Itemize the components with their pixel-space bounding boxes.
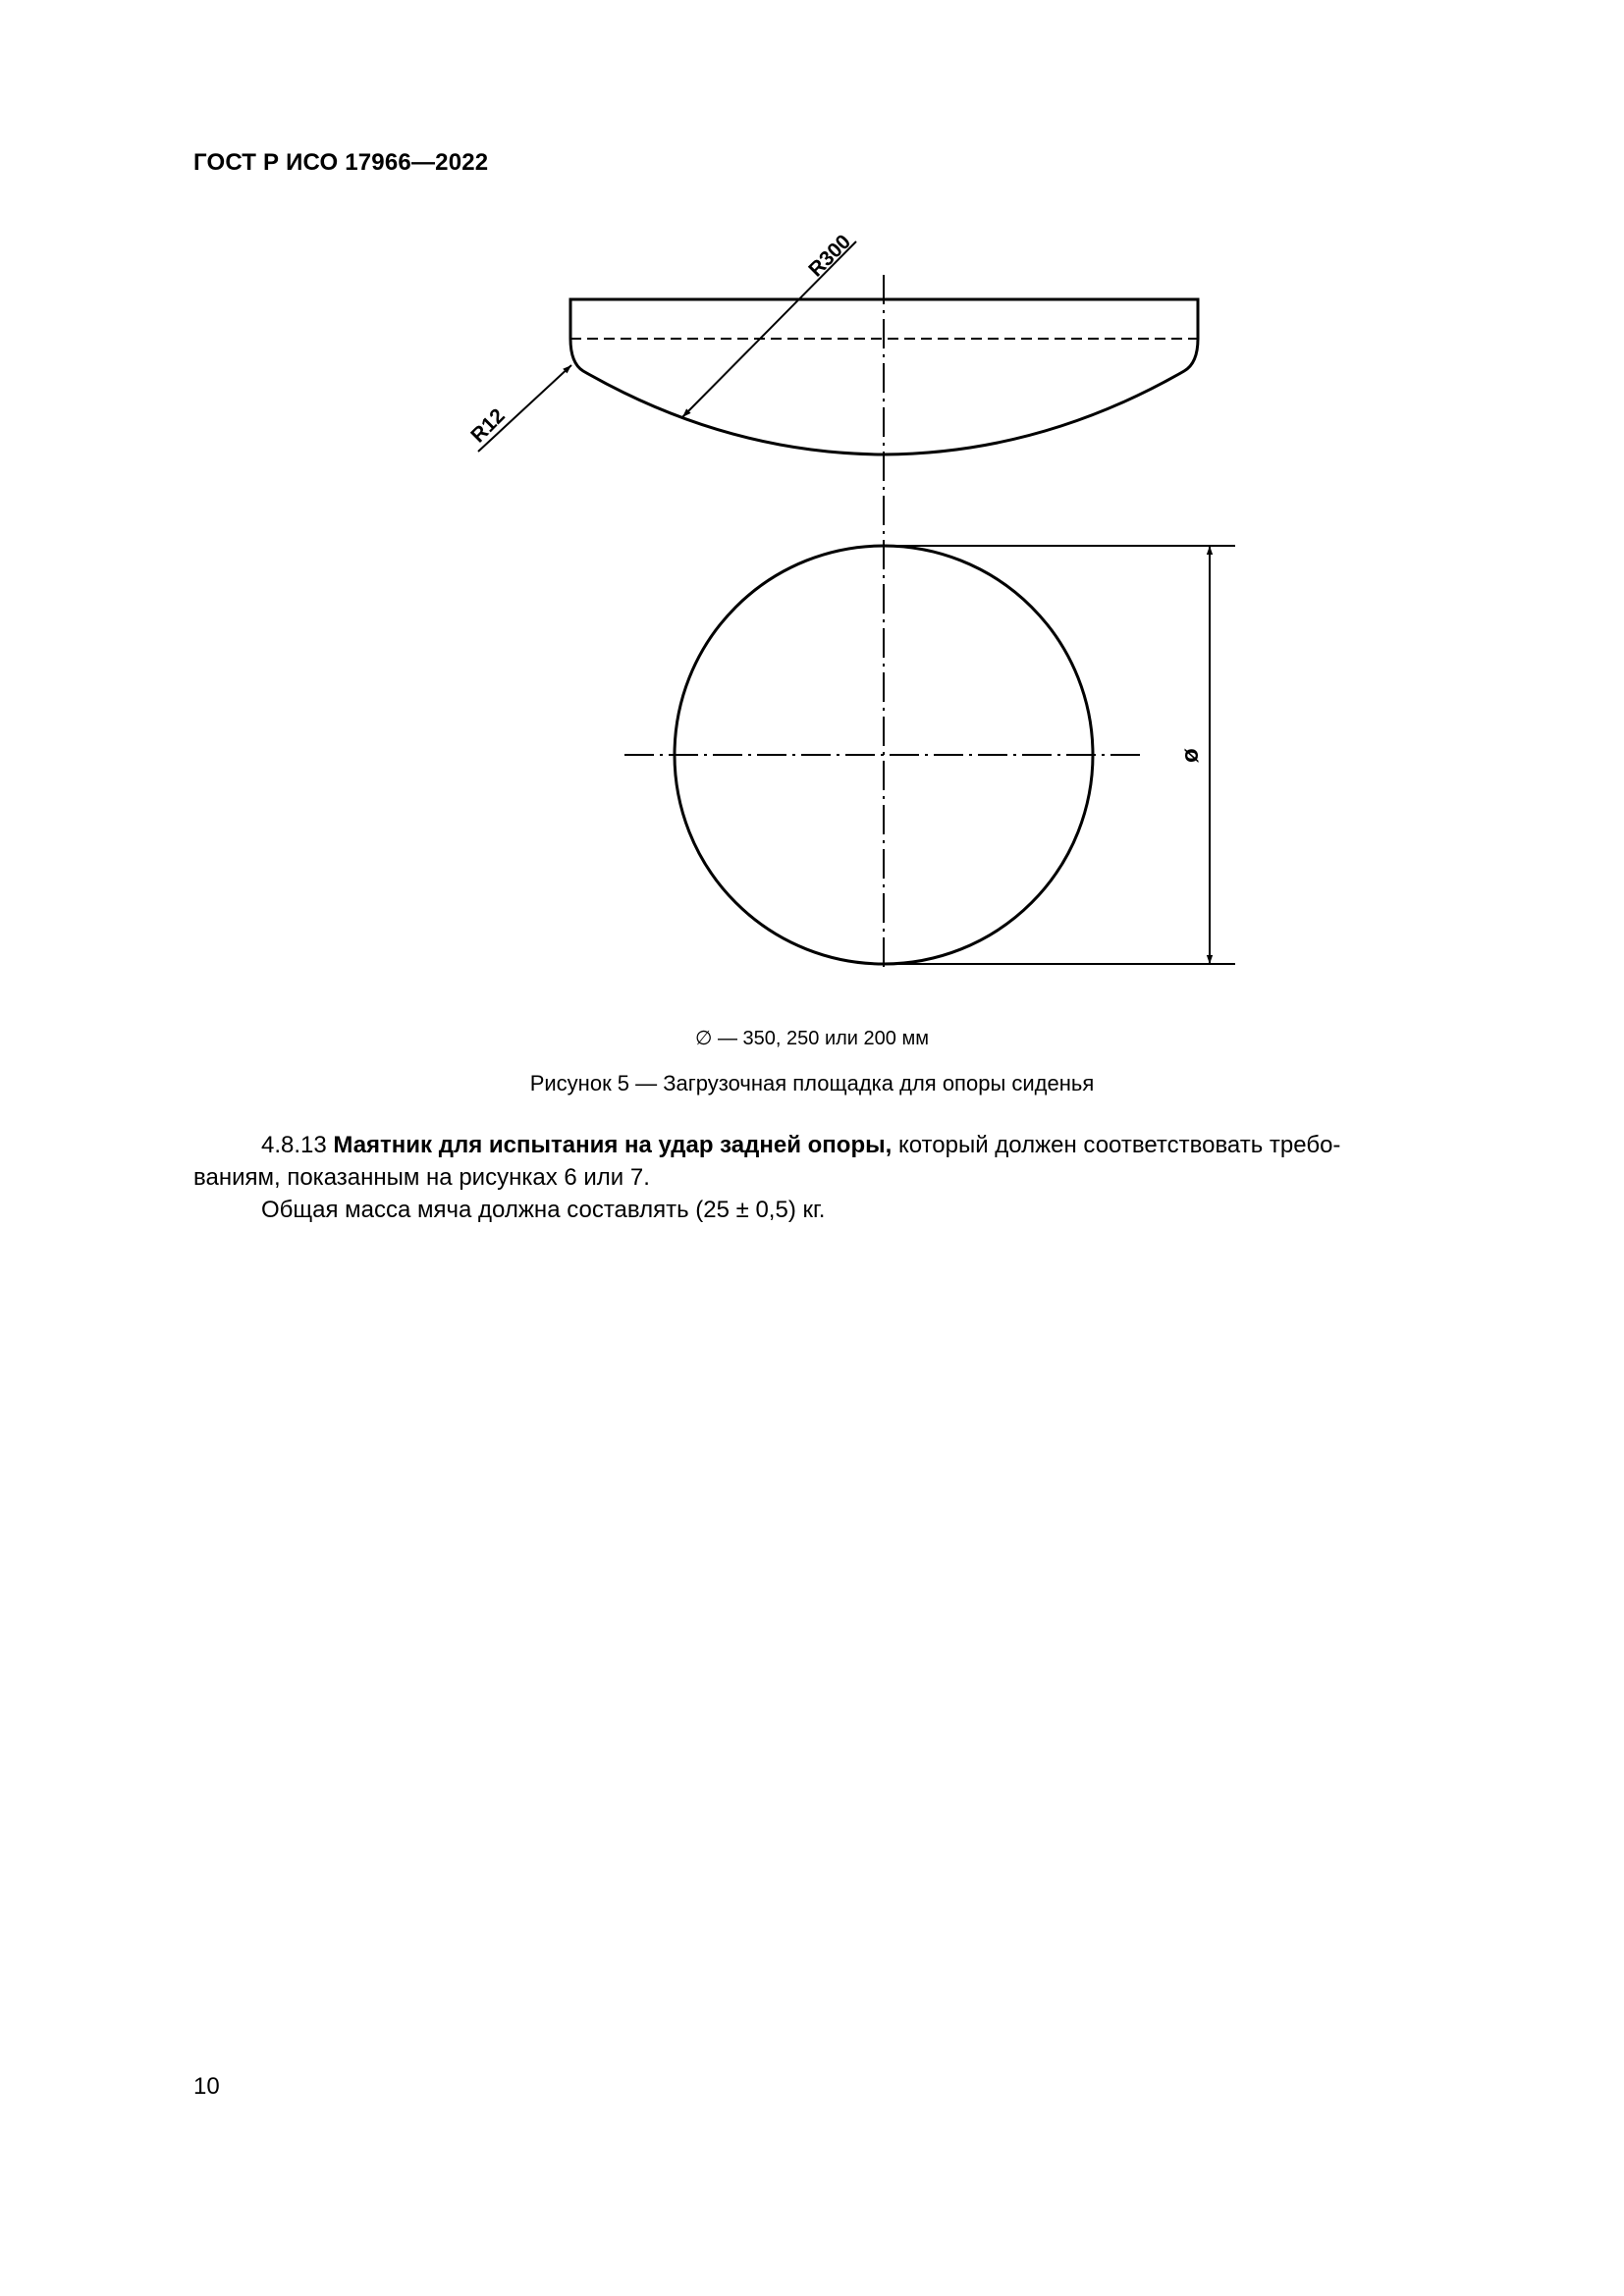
document-header: ГОСТ Р ИСО 17966—2022 [193, 149, 489, 176]
diameter-label: ø [1177, 748, 1204, 763]
page-number: 10 [193, 2073, 220, 2100]
figure-caption: Рисунок 5 — Загрузочная площадка для опоры сиденья [529, 1071, 1095, 1095]
r12-label: R12 [466, 404, 510, 448]
figure-note: ∅ — 350, 250 или 200 мм [695, 1028, 929, 1049]
figure-5-drawing [0, 0, 1624, 1021]
body-text [193, 1129, 1507, 1226]
clause-text-line2: ваниям, показанным на рисунках 6 или 7. [193, 1164, 650, 1191]
clause-number: 4.8.13 [261, 1132, 327, 1158]
clause-title: Маятник для испытания на удар задней опоры, [333, 1132, 893, 1158]
mass-paragraph: Общая масса мяча должна составлять (25 ± 0,5) кг. [261, 1197, 826, 1223]
clause-text-line1: который должен соответствовать требо- [892, 1132, 1341, 1158]
r300-label: R300 [804, 230, 856, 282]
clause-4-8-13 [193, 1129, 1507, 1194]
